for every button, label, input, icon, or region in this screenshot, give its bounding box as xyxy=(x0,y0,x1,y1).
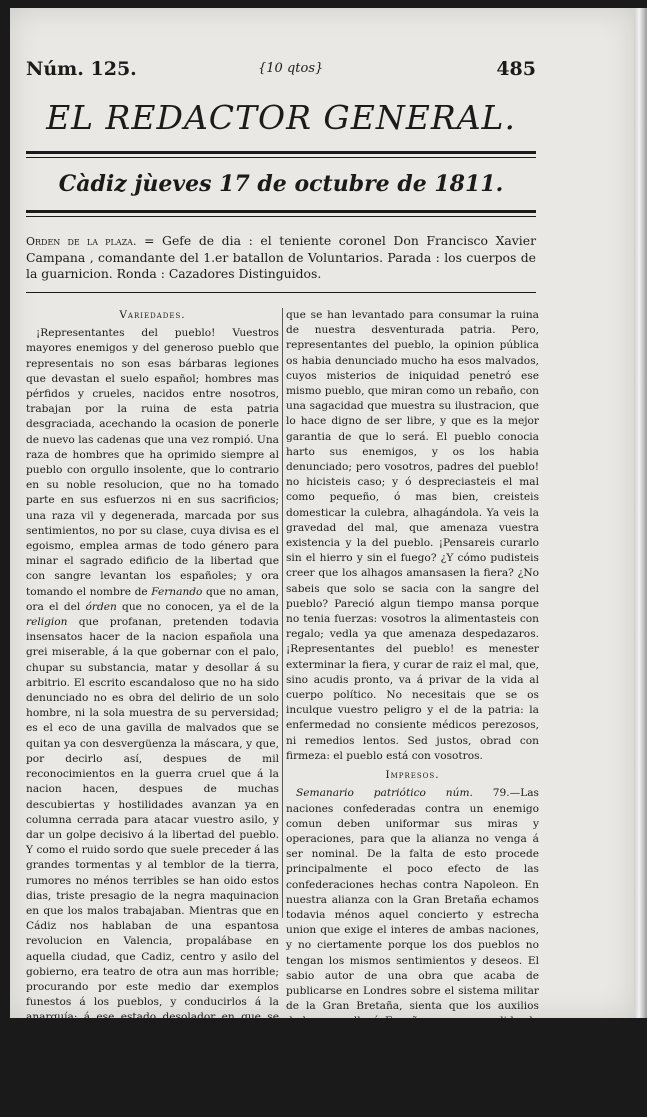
section-heading-variedades: Variedades. xyxy=(119,309,186,321)
page-edge xyxy=(634,8,647,1018)
article-text: que no conocen, ya el de la xyxy=(116,600,279,613)
title-rule-thin xyxy=(26,157,536,158)
title-rule-thick xyxy=(26,151,536,154)
issue-number: Núm. 125. xyxy=(26,58,137,80)
right-column xyxy=(286,308,539,1104)
article-paragraph xyxy=(26,326,279,1117)
dateline-rule-thin xyxy=(26,216,536,217)
publication-name: Semanario patriótico núm. xyxy=(296,787,473,800)
plaza-order-notice xyxy=(26,233,536,282)
page-number: 485 xyxy=(496,58,536,80)
article-paragraph xyxy=(286,308,539,764)
left-column xyxy=(26,308,279,1115)
article-text: ¡Representantes del pueblo! Vuestros mayores enemigos y del generoso pueblo que representais no son esas bárbaras legiones que devastan el suelo español; hombres mas pérfidos y crueles, nacidos entre nosotros, trabajan por la ruina de esta patria desgraciada, acechando la ocasion de ponerle de nuevo las cadenas que una vez rompió. Una raza de hombres que ha oprimido siempre al pueblo con orgullo insolente, que lo contrario en su noble resolucion, que no ha tomado parte en sus esfuerzos ni en sus sacrificios; una raza vil y degenerada, marcada por sus sentimientos, no por su clase, cuya divisa es el egoismo, emplea armas de todo género para minar el sagrado edificio de la libertad que con sangre levantan los españoles; y ora tomando el nombre de xyxy=(26,327,279,598)
article-text: que se han levantado para consumar la ruina de nuestra desventurada patria. Pero, representantes del pueblo, la opinion pública os habia denunciado mucho ha esos malvados, cuyos misterios de iniquidad penetró ese mismo pueblo, que miran como un rebaño, con una sagacidad que muestra su ilustracion, que lo hace digno de ser libre, y que es la mejor garantia de que lo será. El pueblo conocia harto sus enemigos, y os los habia denunciado; pero vosotros, padres del pueblo! no hicisteis caso; y ó despreciasteis el mal como pequeño, ó mas bien, creisteis domesticar la culebra, alhagándola. Ya veis la gravedad del mal, que amenaza vuestra existencia y la del pueblo. ¡Pensareis curarlo sin el hierro y sin el fuego? ¿Y cómo pudisteis creer que los alhagos amansasen la fiera? ¿No sabeis que solo se sacia con la sangre del pueblo? Pareció algun tiempo mansa porque no tenia fuerzas: vosotros la alimentasteis con regalo; vedla ya que amenaza despedazaros. ¡Representantes del pueblo! es menester exterminar la fiera, y curar de raiz el mal, que, sino acudis pronto, va á privar de la vida al cuerpo político. No necesitais que se os inculque vuestro peligro y el de la patria: la enfermedad no consiente médicos perezosos, ni remedios lentos. Sed justos, obrad con firmeza: el pueblo está con vosotros. xyxy=(286,309,539,762)
notice-text: = Gefe de dia : el teniente coronel Don Francisco Xavier Campana , comandante del 1.er batallon de Voluntarios. Parada : los cuerpos de la guarnicion. Ronda : Cazadores Distinguidos. xyxy=(26,233,536,281)
notice-label: Orden de la plaza. xyxy=(26,235,137,248)
newspaper-page xyxy=(10,8,634,1115)
article-italic: órden xyxy=(85,600,117,613)
review-text: 79.—Las naciones confederadas contra un enemigo comun deben uniformar sus miras y operaciones, para que la alianza no venga á ser nominal. De la falta de esto procede principalmente el poco efecto de las confederaciones hechas contra Napoleon. En nuestra alianza con la Gran Bretaña echamos todavia ménos aquel concierto y estrecha union que exige el interes de ambas naciones, y no ciertamente porque los dos pueblos no tengan los mismos sentimientos y deseos. El sabio autor de una obra que acaba de publicarse en Londres sobre el sistema militar de la Gran Bretaña, sienta que los auxilios dados por ella á España son una medida de necesidad y conservacion, no un acto de mera generosidad; expresa las ventajas que ofrece á aquella nacion el suelo español para hacer la guerra, y el amor de sus naturales á los ingleses, y su odio in- xyxy=(286,787,539,1104)
article-italic: religion xyxy=(26,616,68,629)
dateline-rule-thick xyxy=(26,210,536,213)
issue-price: {10 qtos} xyxy=(258,61,324,76)
notice-rule xyxy=(26,292,536,293)
newspaper-title: EL REDACTOR GENERAL. xyxy=(46,98,516,137)
dateline: Càdiz jùeves 17 de octubre de 1811. xyxy=(58,171,504,197)
article-italic: Fernando xyxy=(151,585,203,598)
section-heading-impresos: Impresos. xyxy=(385,769,440,782)
column-divider xyxy=(282,308,283,918)
article-text: que profanan, pretenden todavia insensatos hacer de la nacion española una grei miserable, á la que gobernar con el palo, chupar su substancia, matar y desollar á su arbitrio. El escrito escandaloso que no ha sido denunciado no es obra del delirio de un solo hombre, ni la sola muestra de su perversidad; es el eco de una gavilla de malvados que se quitan ya con desvergüenza la máscara, y que, por decirlo así, despues de mil reconocimientos en la guerra cruel que á la nacion hacen, despues de muchas descubiertas y hostilidades avanzan ya en columna cerrada para atacar vuestro asilo, y dar un golpe decisivo á la libertad del pueblo. Y como el ruido sordo que suele preceder á las grandes tormentas y al temblor de la tierra, rumores no ménos terribles se han oido estos dias, triste presagio de la negra maquinacion en que los malos trabajaban. Mientras que en Cádiz nos hablaban de una espantosa revolucion en Valencia, propalábase en aquella ciudad, que Cadiz, centro y asilo del gobierno, era teatro de otra aun mas horrible; procurando por este medio dar exemplos funestos á los pueblos, y conducirlos á la anarquía; á ese estado desolador en que se rompen todos los vinculos de la sociedad, y que por entre la sangre de los ciudadanos lleva siempre á la tiranía. No, no concibieron jamas los franceses planes tan atroces contra nosotros, como esos hombres indignos del nombre español, xyxy=(26,616,279,1115)
article-text: que no aman, ora el del xyxy=(26,585,279,613)
masthead-row xyxy=(26,58,536,88)
review-paragraph xyxy=(286,786,539,1105)
